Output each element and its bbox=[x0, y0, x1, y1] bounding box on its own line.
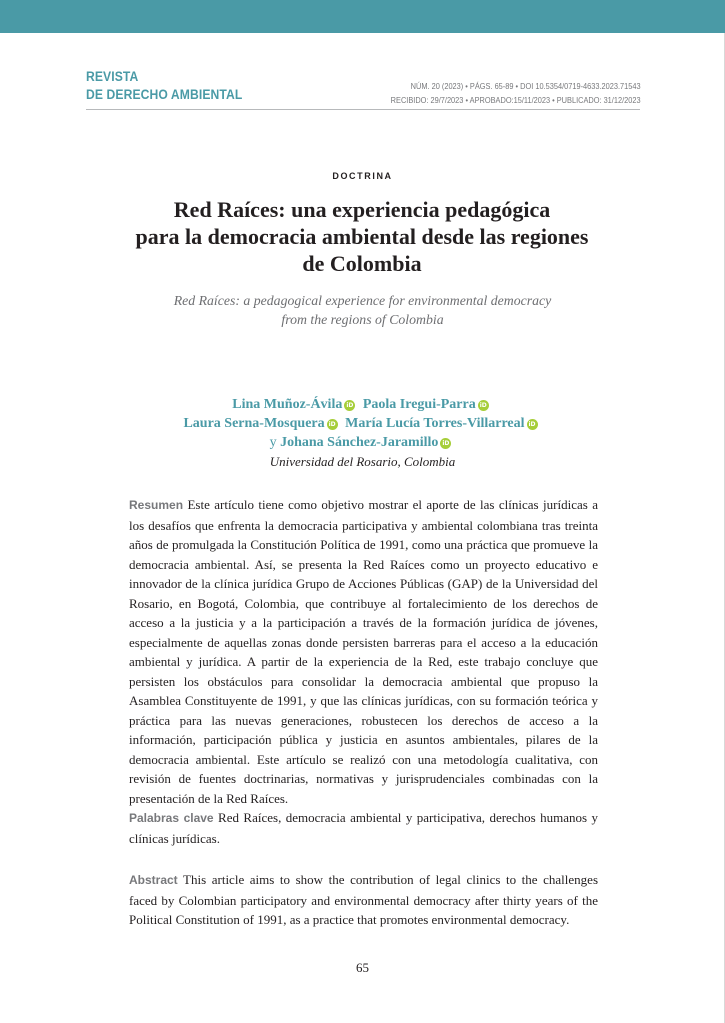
article-title bbox=[112, 196, 612, 277]
abstract-spanish-label: Resumen bbox=[129, 498, 184, 512]
orcid-icon[interactable]: iD bbox=[479, 402, 487, 409]
abstract-english-text: This article aims to show the contribution of legal clinics to the challenges faced by Colombian participatory and environmental democracy after thirty years of the Political Constitution of 1991, as a practice that promotes environmental democracy. bbox=[129, 872, 599, 927]
keywords-text: Red Raíces, democracia ambiental y participativa, derechos humanos y clínicas jurídicas. bbox=[129, 810, 598, 846]
author-name[interactable]: Lina Muñoz-Ávila bbox=[232, 397, 343, 412]
author-name[interactable]: María Lucía Torres-Villarreal bbox=[345, 416, 525, 431]
orcid-icon[interactable]: iD bbox=[346, 402, 354, 409]
article-subtitle-english bbox=[140, 291, 585, 329]
page-number: 65 bbox=[356, 960, 369, 975]
author-name[interactable]: Laura Serna-Mosquera bbox=[183, 416, 325, 431]
title-line-3: de Colombia bbox=[302, 251, 422, 276]
abstract-spanish bbox=[129, 495, 598, 808]
abstract-english bbox=[129, 870, 598, 930]
orcid-icon[interactable]: iD bbox=[442, 440, 450, 447]
subtitle-line-1: Red Raíces: a pedagogical experience for environmental democracy bbox=[173, 293, 552, 308]
keywords-label: Palabras clave bbox=[129, 811, 214, 825]
header-divider bbox=[86, 109, 640, 110]
author-list bbox=[100, 395, 625, 452]
keywords bbox=[129, 808, 598, 848]
abstract-english-label: Abstract bbox=[129, 873, 178, 887]
author-conjunction: y bbox=[269, 435, 277, 450]
title-line-1: Red Raíces: una experiencia pedagógica bbox=[173, 197, 551, 222]
affiliation: Universidad del Rosario, Colombia bbox=[269, 454, 456, 469]
author-name[interactable]: Johana Sánchez-Jaramillo bbox=[280, 435, 439, 450]
section-label: DOCTRINA bbox=[332, 171, 393, 181]
metadata-issue-doi: NÚM. 20 (2023) • PÁGS. 65-89 • DOI 10.5354/0719-4633.2023.71543 bbox=[411, 81, 641, 91]
subtitle-line-2: from the regions of Colombia bbox=[281, 312, 444, 327]
journal-name-line1: REVISTA bbox=[86, 69, 139, 84]
author-name[interactable]: Paola Iregui-Parra bbox=[362, 397, 476, 412]
title-line-2: para la democracia ambiental desde las regiones bbox=[135, 224, 589, 249]
metadata-dates: RECIBIDO: 29/7/2023 • APROBADO:15/11/2023 • PUBLICADO: 31/12/2023 bbox=[391, 95, 641, 105]
orcid-icon[interactable]: iD bbox=[528, 421, 536, 428]
top-color-bar bbox=[0, 0, 725, 33]
orcid-icon[interactable]: iD bbox=[328, 421, 336, 428]
article-metadata bbox=[391, 79, 641, 107]
journal-name bbox=[86, 68, 242, 104]
journal-name-line2: DE DERECHO AMBIENTAL bbox=[86, 87, 243, 102]
abstract-spanish-text: Este artículo tiene como objetivo mostrar el aporte de las clínicas jurídicas a los desafíos que enfrenta la democracia participativa y ambiental colombiana tras treinta años de promulgada la Constitución Política de 1991, como una práctica que promueve la democracia ambiental. Así, se presenta la Red Raíces como un proyecto educativo e innovador de la clínica jurídica Grupo de Acciones Públicas (GAP) de la Universidad del Rosario, en Bogotá, Colombia, que contribuye al fortalecimiento de los derechos de acceso a la justicia y a la participación a través de la formación jurídica de jóvenes, especialmente de aquellas zonas donde persisten barreras para el acceso a la educación ambiental y jurídica. A partir de la experiencia de la Red, este trabajo concluye que persisten los obstáculos para consolidar la democracia ambiental que propuso la Asamblea Constituyente de 1991, y que las clínicas jurídicas, con su formación teórica y práctica para las nuevas generaciones, robustecen los derechos de acceso a la información, participación pública y justicia en asuntos ambientales, pilares de la democracia ambiental. Este artículo se realizó con una metodología cualitativa, con revisión de fuentes doctrinarias, normativas y jurisprudenciales combinadas con la presentación de la Red Raíces. bbox=[129, 497, 598, 806]
